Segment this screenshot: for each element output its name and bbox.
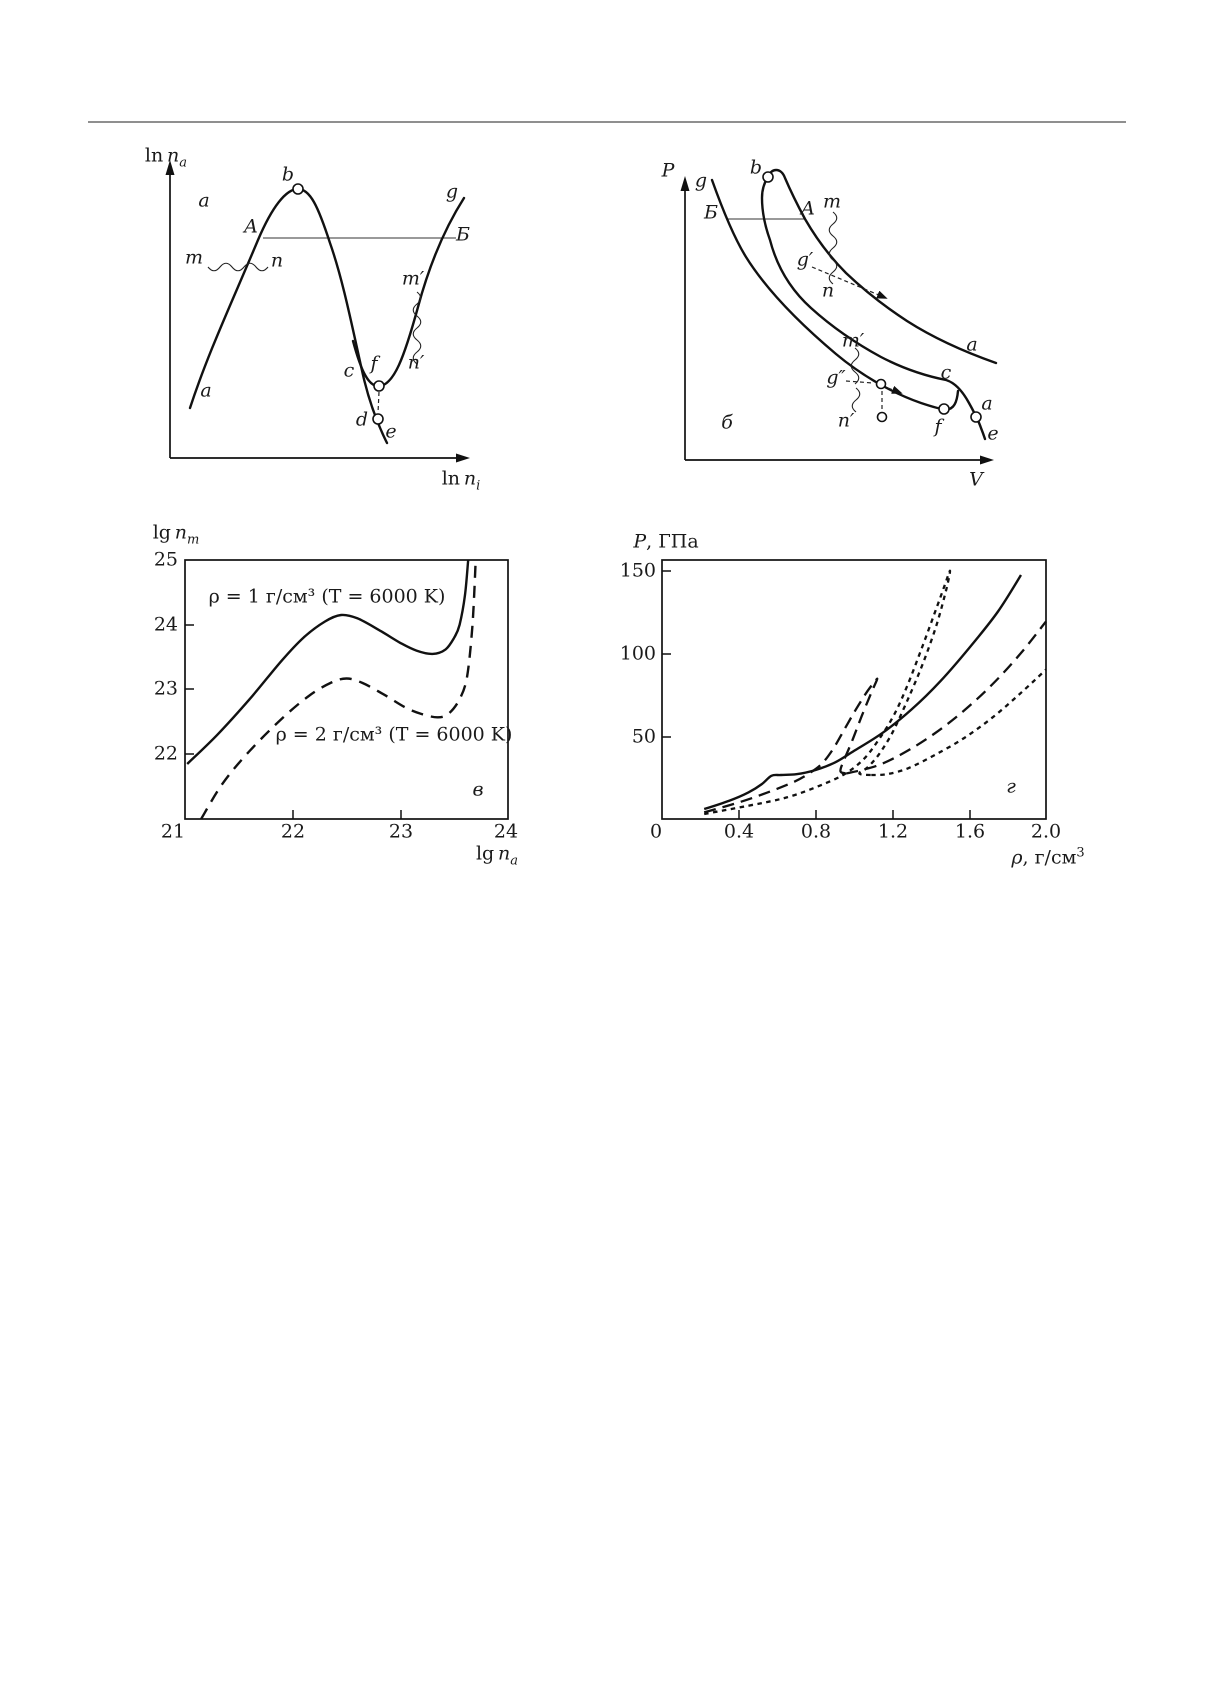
b-label-g: g (694, 169, 708, 192)
g-xtick-label-0: 0 (649, 820, 663, 843)
g-xtick-label-20: 2.0 (1030, 820, 1062, 843)
a-label-mp: m′ (401, 267, 425, 290)
g-curve-solid (704, 575, 1021, 809)
v-ytick-label-22: 22 (153, 742, 178, 765)
b-label-A: A (801, 197, 815, 220)
b-hairpin-left-branch (762, 177, 985, 439)
a-label-np: n′ (407, 351, 425, 374)
a-x-axis-arrow (456, 454, 470, 463)
panel-a-tag: а (198, 189, 210, 212)
a-label-e: e (385, 420, 397, 443)
b-point-below-gpp (878, 413, 887, 422)
b-point-b (763, 172, 773, 182)
v-xtick-label-23: 23 (388, 820, 414, 843)
a-dashed-f-d (378, 392, 379, 413)
b-label-e: e (987, 422, 999, 445)
b-label-gp: g′ (796, 248, 814, 271)
b-point-a (971, 412, 981, 422)
g-frame (662, 560, 1046, 819)
a-point-d (373, 414, 383, 424)
b-label-n: n (821, 279, 835, 302)
panel-g-tag: г (1006, 775, 1016, 798)
panel-b-tag: б (721, 411, 733, 434)
g-xtick-label-08: 0.8 (800, 820, 832, 843)
v-xtick-label-22: 22 (280, 820, 306, 843)
figure-panel-g (600, 490, 1100, 880)
a-x-axis-label: $\ln n_i$ (441, 467, 481, 494)
v-ytick-label-25: 25 (153, 548, 178, 571)
g-ytick-label-150: 150 (619, 559, 656, 582)
v-curve2-annotation: ρ = 2 г/см³ (T = 6000 K) (275, 723, 513, 746)
page-top-rule (88, 121, 1126, 123)
b-label-a-circle: a (981, 392, 993, 415)
b-wavy-mpnp-lower (852, 388, 860, 412)
b-label-c: c (940, 361, 952, 384)
a-y-axis-label: $\ln n_a$ (144, 144, 188, 171)
v-ytick-label-23: 23 (153, 677, 178, 700)
g-ytick-label-100: 100 (619, 642, 656, 665)
a-label-d: d (355, 408, 369, 431)
b-y-axis-label: P (661, 159, 675, 182)
b-y-axis-arrow (681, 176, 690, 191)
a-label-f: f (370, 352, 378, 375)
a-label-B: Б (456, 223, 470, 246)
a-label-b: b (281, 163, 295, 186)
b-point-gpp (877, 380, 886, 389)
g-xtick-label-12: 1.2 (877, 820, 909, 843)
figure-panel-v (120, 490, 540, 880)
figure-panel-a (120, 140, 500, 500)
b-gpp-dashes (846, 381, 873, 383)
a-label-m: m (184, 246, 204, 269)
a-label-c: c (343, 359, 355, 382)
v-x-axis-label: $\lg n_a$ (475, 842, 519, 869)
b-label-b: b (749, 156, 763, 179)
b-x-axis-label: V (969, 468, 983, 491)
v-curve1-annotation: ρ = 1 г/см³ (T = 6000 K) (208, 585, 446, 608)
panel-a-plot (120, 140, 500, 500)
b-label-np: n′ (837, 409, 855, 432)
v-xtick-label-24: 24 (493, 820, 519, 843)
b-label-a-right: a (966, 333, 978, 356)
v-ytick-label-24: 24 (153, 613, 178, 636)
a-label-curve-a: a (200, 379, 212, 402)
b-point-f (939, 404, 949, 414)
a-point-b (293, 184, 303, 194)
a-main-curve (190, 189, 387, 443)
g-x-axis-label: ρ, $г/см^3$ (1011, 845, 1085, 869)
g-curve-shortdash-loop (704, 571, 950, 814)
g-y-axis-label: P, ГПа (633, 530, 699, 553)
g-xtick-label-04: 0.4 (723, 820, 755, 843)
a-label-A: A (244, 215, 258, 238)
a-point-f (374, 381, 384, 391)
v-xtick-label-21: 21 (160, 820, 186, 843)
a-label-n: n (270, 249, 284, 272)
g-curve-longdash-dense (846, 622, 1046, 774)
b-label-mp: m′ (841, 329, 865, 352)
v-y-axis-label: $\lg n_m$ (152, 521, 200, 548)
b-label-gpp: g″ (826, 366, 846, 389)
b-label-m: m (822, 190, 842, 213)
a-label-g: g (445, 180, 459, 203)
figure-panel-b (640, 140, 1020, 505)
g-curve-longdash-loop (704, 679, 877, 813)
g-ytick-label-50: 50 (631, 725, 656, 748)
b-wavy-mn (829, 212, 837, 284)
b-x-axis-arrow (980, 456, 994, 465)
b-label-B: Б (704, 201, 718, 224)
b-label-f: f (934, 415, 942, 438)
panel-v-tag: в (472, 778, 484, 801)
a-wavy-mn (208, 263, 268, 271)
g-xtick-label-16: 1.6 (954, 820, 986, 843)
